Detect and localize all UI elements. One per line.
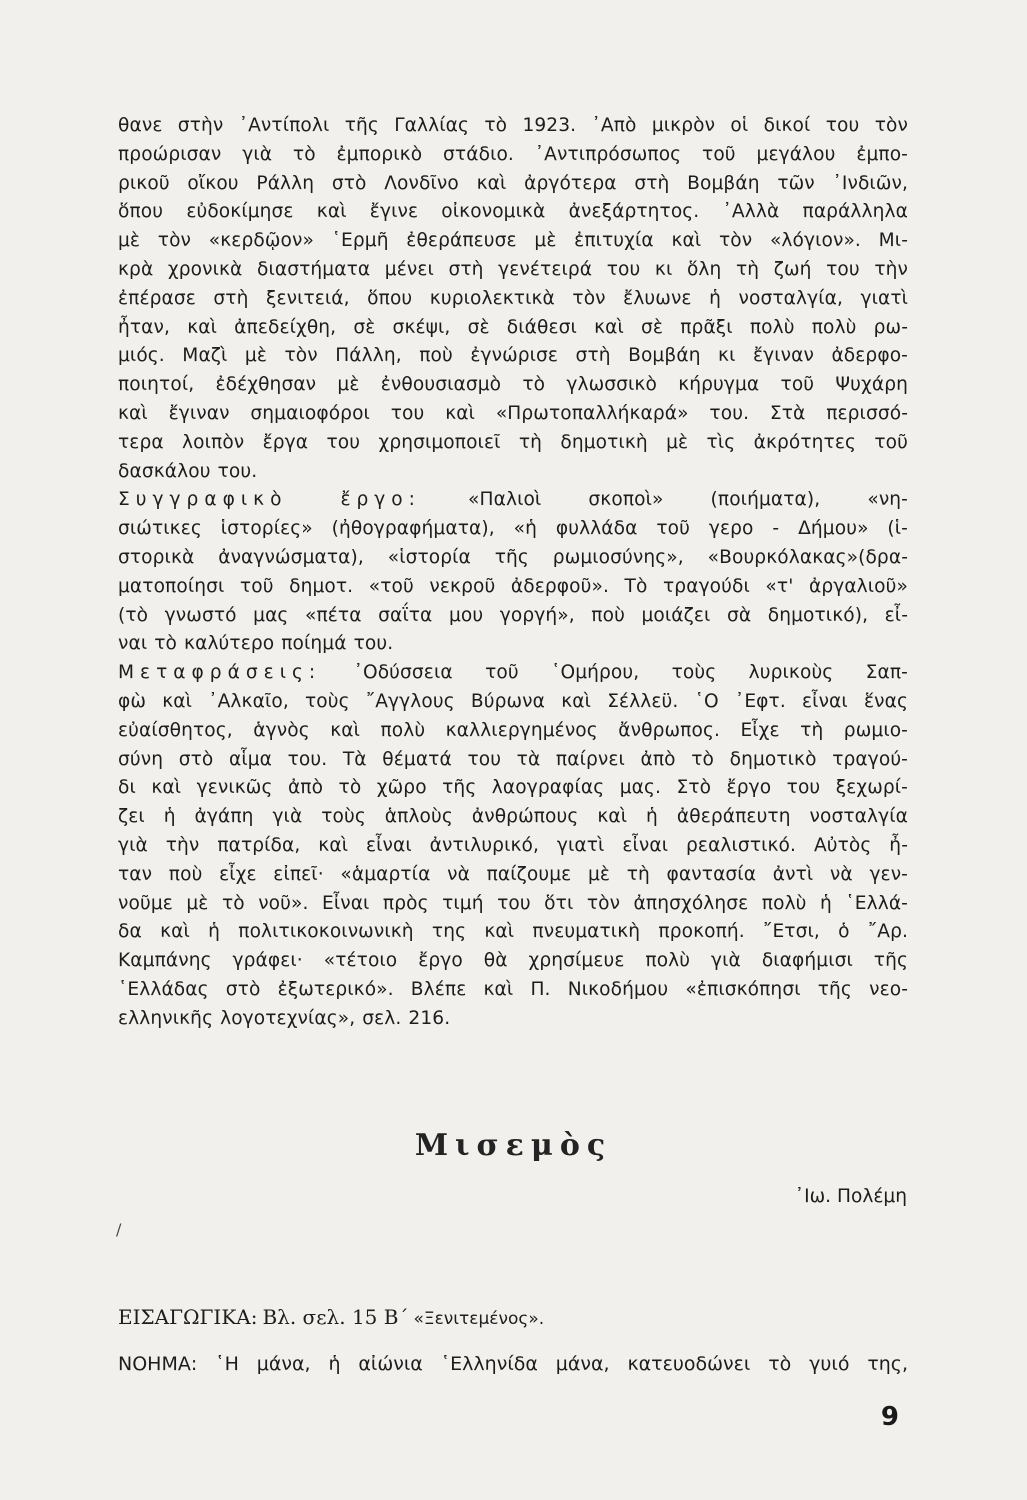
text-line [118, 400, 908, 429]
biography-paragraph [118, 112, 908, 486]
section-label: Μεταφράσεις: [118, 662, 322, 684]
text-line [118, 947, 908, 976]
text-line [118, 112, 908, 141]
works-paragraph [118, 486, 908, 659]
text-line [118, 285, 908, 314]
text-line [118, 1005, 908, 1034]
text-line [118, 602, 908, 631]
text-line [118, 314, 908, 343]
intro-line [118, 1303, 908, 1333]
text-line-content: ἐπέρασε στὴ ξενιτειά, ὅπου κυριολεκτικὰ τὸν ἔλυωνε ἡ νοσταλγία, γιατὶ [118, 287, 908, 309]
text-line-content: προώρισαν γιὰ τὸ ἐμπορικὸ στάδιο. ᾿Αντιπρόσωπος τοῦ μεγάλου ἐμπο- [118, 143, 908, 165]
text-line-content: μιός. Μαζὶ μὲ τὸν Πάλλη, ποὺ ἐγνώρισε στὴ Βομβάη κι ἔγιναν ἀδερφο- [118, 345, 908, 367]
text-line [118, 976, 908, 1005]
text-line [118, 803, 908, 832]
text-line [118, 861, 908, 890]
text-line-content: ποιητοί, ἐδέχθησαν μὲ ἐνθουσιασμὸ τὸ γλωσσικὸ κήρυγμα τοῦ Ψυχάρη [118, 374, 908, 396]
intro-label: ΕΙΣΑΓΩΓΙΚΑ: [118, 1305, 258, 1329]
text-line [118, 717, 908, 746]
text-line-content: δι καὶ γενικῶς ἀπὸ τὸ χῶρο τῆς λαογραφίας μας. Στὸ ἔργο του ξεχωρί- [118, 777, 908, 799]
text-line-content: στορικὰ ἀναγνώσματα), «ἱστορία τῆς ρωμιοσύνης», «Βουρκόλακας»(δρα- [118, 546, 908, 568]
text-line [118, 458, 908, 487]
section-label: Συγγραφικὸ ἔργο: [118, 489, 421, 511]
text-line-content: ναι τὸ καλύτερο ποίημά του. [118, 633, 394, 655]
poem-author: ᾿Ιω. Πολέμη [794, 1186, 907, 1207]
text-line-content: νοῦμε μὲ τὸ νοῦ». Εἶναι πρὸς τιμή του ὅτι τὸν ἀπησχόλησε πολὺ ἡ ῾Ελλά- [118, 892, 908, 914]
text-line-content: μὲ τὸν «κερδῷον» ῾Ερμῆ ἐθεράπευσε μὲ ἐπιτυχία καὶ τὸν «λόγιον». Μι- [118, 230, 908, 252]
text-line-content: θανε στὴν ᾿Αντίπολι τῆς Γαλλίας τὸ 1923. ᾿Απὸ μικρὸν οἱ δικοί του τὸν [118, 115, 908, 136]
text-line [118, 170, 908, 199]
text-line-content: ταν ποὺ εἶχε εἰπεῖ· «ἁμαρτία νὰ παίζουμε μὲ τὴ φαντασία ἀντὶ νὰ γεν- [118, 863, 908, 885]
text-line-content: ματοποίησι τοῦ δημοτ. «τοῦ νεκροῦ ἀδερφοῦ». Τὸ τραγούδι «τ' ἀργαλιοῦ» [118, 575, 908, 597]
text-line-content: ἦταν, καὶ ἀπεδείχθη, σὲ σκέψι, σὲ διάθεσι καὶ σὲ πρᾶξι πολὺ πολὺ ρω- [118, 316, 908, 338]
text-line-content: «Παλιοὶ σκοποὶ» (ποιήματα), «νη- [468, 489, 908, 511]
text-line [118, 918, 908, 947]
biography-text [118, 112, 908, 1034]
text-line-content: ῾Ελλάδας στὸ ἐξωτερικό». Βλέπε καὶ Π. Νικοδήμου «ἐπισκόπησι τῆς νεο- [118, 978, 908, 1000]
text-line-content: κρὰ χρονικὰ διαστήματα μένει στὴ γενέτειρά του κι ὅλη τὴ ζωή του τὴν [118, 258, 908, 280]
text-line-content: (τὸ γνωστό μας «πέτα σαΐτα μου γοργή», ποὺ μοιάζει σὰ δημοτικό), εἶ- [118, 604, 908, 626]
text-line [118, 198, 908, 227]
text-line [118, 342, 908, 371]
text-line-content: ζει ἡ ἀγάπη γιὰ τοὺς ἁπλοὺς ἀνθρώπους καὶ ἡ ἀθεράπευτη νοσταλγία [118, 806, 908, 828]
text-line [118, 371, 908, 400]
text-line-content: δασκάλου του. [118, 460, 258, 482]
text-line-content: δα καὶ ἡ πολιτικοκοινωνικὴ της καὶ πνευματικὴ προκοπή. ῎Ετσι, ὁ ῎Αρ. [118, 921, 908, 943]
stray-mark: / [116, 1220, 122, 1239]
text-line [118, 659, 908, 688]
text-line-content: εὐαίσθητος, ἁγνὸς καὶ πολὺ καλλιεργημένος ἄνθρωπος. Εἶχε τὴ ρωμιο- [118, 719, 908, 741]
text-line-content: ᾿Οδύσσεια τοῦ ῾Ομήρου, τοὺς λυρικοὺς Σαπ- [353, 662, 908, 684]
text-line [118, 141, 908, 170]
intro-reference: Βλ. σελ. 15 Β΄ [262, 1305, 409, 1329]
text-line-content: ὅπου εὐδοκίμησε καὶ ἔγινε οἰκονομικὰ ἀνεξάρτητος. ᾿Αλλὰ παράλληλα [118, 201, 908, 223]
text-line [118, 630, 908, 659]
text-line [118, 256, 908, 285]
translations-paragraph [118, 659, 908, 1033]
text-line [118, 544, 908, 573]
text-line [118, 573, 908, 602]
text-line [118, 890, 908, 919]
text-line [118, 227, 908, 256]
text-line [118, 429, 908, 458]
text-line-content: σύνη στὸ αἷμα του. Τὰ θέματά του τὰ παίρνει ἀπὸ τὸ δημοτικὸ τραγού- [118, 748, 908, 770]
poem-title: Μισεμὸς [414, 1128, 613, 1163]
text-line-content: τερα λοιπὸν ἔργα του χρησιμοποιεῖ τὴ δημοτικὴ μὲ τὶς ἀκρότητες τοῦ [118, 431, 908, 453]
text-line-content: γιὰ τὴν πατρίδα, καὶ εἶναι ἀντιλυρικό, γιατὶ εἶναι ρεαλιστικό. Αὐτὸς ἦ- [118, 834, 908, 856]
text-line-content: Καμπάνης γράφει· «τέτοιο ἔργο θὰ χρησίμευε πολὺ γιὰ διαφήμισι τῆς [118, 950, 908, 972]
page-number: 9 [880, 1402, 899, 1432]
meaning-line: ΝΟΗΜΑ: ῾Η μάνα, ἡ αἰώνια ῾Ελληνίδα μάνα, κατευοδώνει τὸ γυιό της, [118, 1353, 908, 1375]
text-line-content: ελληνικῆς λογοτεχνίας», σελ. 216. [118, 1007, 451, 1029]
text-line-content: σιώτικες ἱστορίες» (ἠθογραφήματα), «ἡ φυλλάδα τοῦ γερο - Δήμου» (ἱ- [118, 518, 908, 540]
text-line-content: φὼ καὶ ᾿Αλκαῖο, τοὺς ῎Αγγλους Βύρωνα καὶ Σέλλεϋ. ῾Ο ᾿Εφτ. εἶναι ἕνας [118, 690, 908, 712]
intro-quote: «Ξενιτεμένος». [413, 1309, 545, 1329]
text-line-content: καὶ ἔγιναν σημαιοφόροι του καὶ «Πρωτοπαλλήκαρά» του. Στὰ περισσό- [118, 402, 908, 424]
text-line [118, 746, 908, 775]
text-line [118, 832, 908, 861]
text-line [118, 774, 908, 803]
text-line-content: ρικοῦ οἴκου Ράλλη στὸ Λονδῖνο καὶ ἀργότερα στὴ Βομβάη τῶν ᾿Ινδιῶν, [118, 172, 908, 194]
text-line [118, 515, 908, 544]
text-line [118, 688, 908, 717]
text-line [118, 486, 908, 515]
